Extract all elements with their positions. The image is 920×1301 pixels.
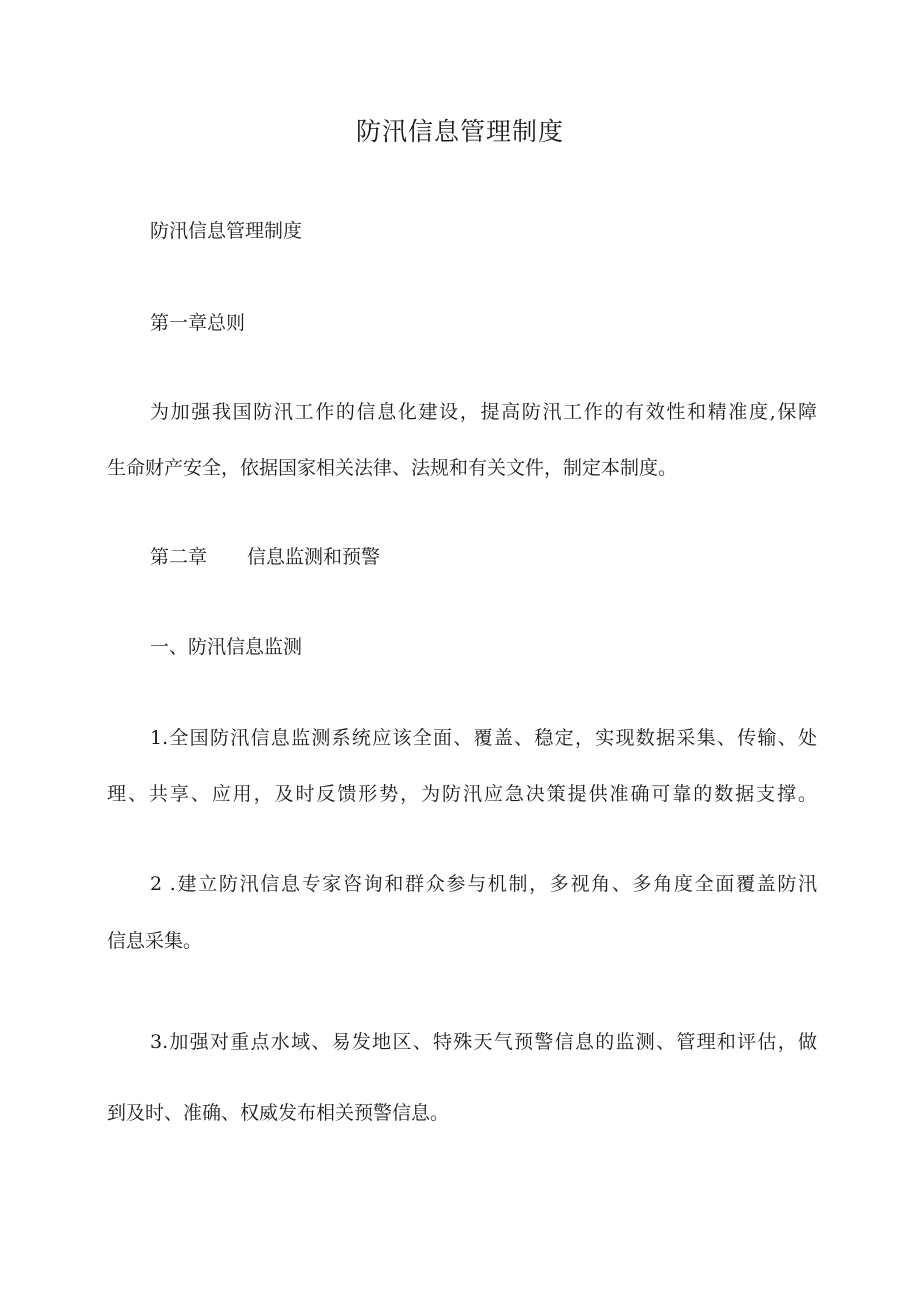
chapter-2-heading [150,543,817,571]
document-title: 防汛信息管理制度 [355,117,564,146]
item-1-line-2: 理、共享、应用，及时反馈形势，为防汛应急决策提供准确可靠的数据支撑。 [107,783,817,805]
chapter-1-heading: 第一章总则 [150,312,246,334]
section-1-heading: 一、防汛信息监测 [150,636,303,658]
chapter-2-name: 信息监测和预警 [247,546,381,568]
item-2-line-2: 信息采集。 [107,930,203,952]
item-1-line-1: 1.全国防汛信息监测系统应该全面、覆盖、稳定，实现数据采集、传输、处 [150,727,817,749]
item-3-line-2: 到及时、准确、权威发布相关预警信息。 [107,1102,450,1124]
chapter-1-paragraph-line-2: 生命财产安全，依据国家相关法律、法规和有关文件，制定本制度。 [107,457,678,479]
chapter-2-number: 第二章 [150,546,208,568]
item-3-line-1: 3.加强对重点水域、易发地区、特殊天气预警信息的监测、管理和评估，做 [150,1031,817,1053]
chapter-1-paragraph-line-1: 为加强我国防汛工作的信息化建设，提高防汛工作的有效性和精准度,保障 [150,401,817,423]
item-2-line-1: 2 .建立防汛信息专家咨询和群众参与机制，多视角、多角度全面覆盖防汛 [150,873,817,895]
document-subtitle: 防汛信息管理制度 [150,220,303,242]
